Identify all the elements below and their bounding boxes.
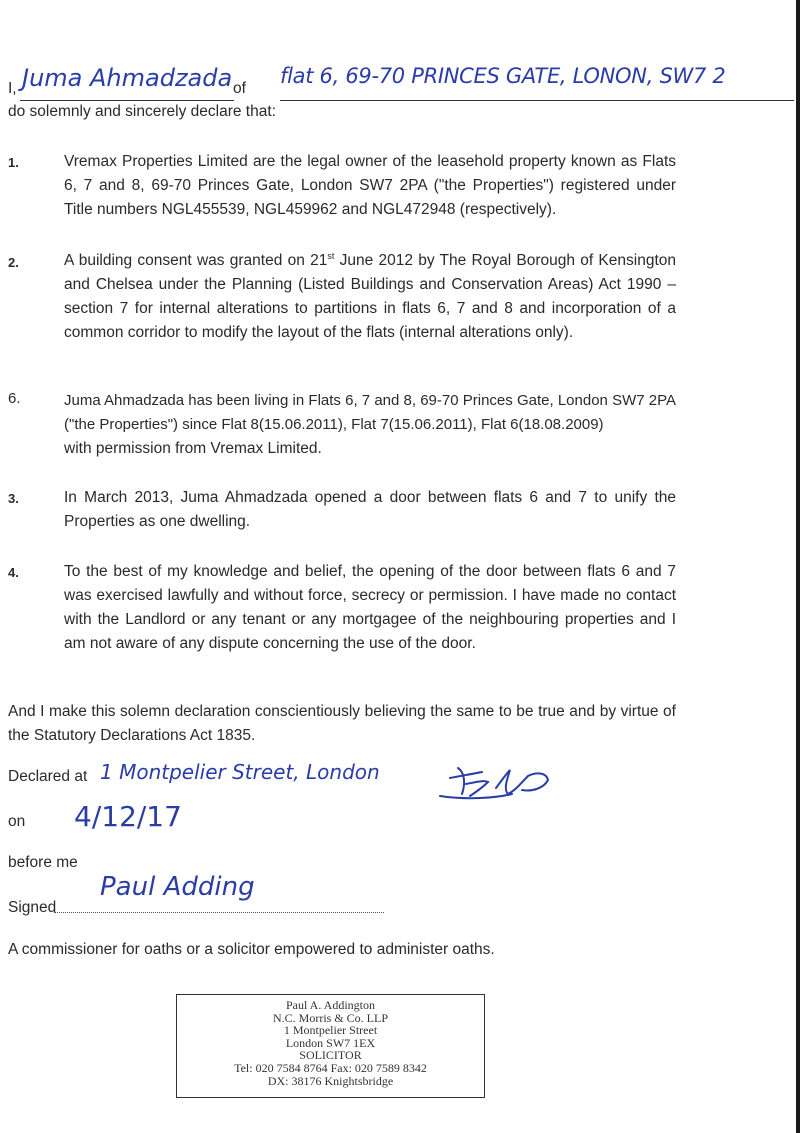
paragraph-number: 2. [8,255,19,270]
paragraph-number: 3. [8,491,19,506]
declarant-signature [436,760,596,810]
scan-edge-border [796,0,800,1133]
paragraph-6 [64,389,676,461]
solicitor-stamp [176,994,485,1098]
declared-at-label: Declared at [8,768,88,785]
stamp-role: SOLICITOR [299,1048,362,1063]
paragraph-3: In March 2013, Juma Ahmadzada opened a door between flats 6 and 7 to unify the Properties as one dwelling. [64,489,676,530]
before-me-label: before me [8,854,78,871]
stamp-firm: N.C. Morris & Co. LLP [272,1010,388,1025]
on-label: on [8,813,26,830]
paragraph-6-text-a: Juma Ahmadzada has been living in Flats 6, 7 and 8, 69-70 Princes Gate, London SW7 2PA ("the Properties") since Flat 8(15.06.2011), Flat 7(15.06.2011), Flat 6(18.08.2009) [64,392,676,433]
declared-at-handwritten: 1 Montpelier Street, London [100,760,380,784]
declarant-name-handwritten: Juma Ahmadzada [22,64,233,92]
name-underline [20,100,234,101]
stamp-dx: DX: 38176 Knightsbridge [267,1073,394,1088]
commissioner-line: A commissioner for oaths or a solicitor empowered to administer oaths. [8,941,495,958]
address-underline [280,100,794,101]
closing-statement: And I make this solemn declaration conscientiously believing the same to be true and by virtue of the Statutory Declarations Act 1835. [8,703,676,744]
declarant-address-handwritten: flat 6, 69-70 PRINCES GATE, LONON, SW7 2 [280,64,726,88]
paragraph-number: 6. [8,390,21,407]
paragraph-2-text-b: June 2012 by The Royal Borough of Kensington and Chelsea under the Planning (Listed Buildings and Conservation Areas) Act 1990 – section 7 for internal alterations to partitions in flats 6, 7 and 8 and incorporation of a common corridor to modify the layout of the flats (internal alterations only). [64,252,676,341]
ordinal-suffix: st [327,250,335,261]
paragraph-number: 4. [8,565,19,580]
header-prefix: I, [8,80,17,97]
header-intro: do solemnly and sincerely declare that: [8,103,276,120]
paragraph-6-text-b: with permission from Vremax Limited. [64,440,322,457]
paragraph-2 [64,249,676,345]
stamp-phone: Tel: 020 7584 8764 Fax: 020 7589 8342 [234,1060,427,1075]
paragraph-2-text-a: A building consent was granted on 21 [64,252,328,269]
paragraph-4: To the best of my knowledge and belief, the opening of the door between flats 6 and 7 was exercised lawfully and without force, secrecy or permission. I have made no contact with the Landlord or any tenant or any mortgagee of the neighbouring properties and I am not aware of any dispute concerning the use of the door. [64,563,676,652]
signature-dotted-line [54,912,384,913]
date-handwritten: 4/12/17 [74,800,182,833]
stamp-street: 1 Montpelier Street [283,1023,378,1038]
paragraph-1: Vremax Properties Limited are the legal owner of the leasehold property known as Flats 6, 7 and 8, 69-70 Princes Gate, London SW7 2PA ("the Properties") registered under Title numbers NGL455539, NGL459962 and NGL472948 (respectively). [64,153,676,218]
stamp-name: Paul A. Addington [285,998,375,1012]
paragraph-number: 1. [8,155,19,170]
header-of-word: of [233,80,246,97]
signed-label: Signed [8,899,57,916]
stamp-city: London SW7 1EX [285,1035,376,1050]
commissioner-signature-handwritten: Paul Adding [100,872,255,902]
